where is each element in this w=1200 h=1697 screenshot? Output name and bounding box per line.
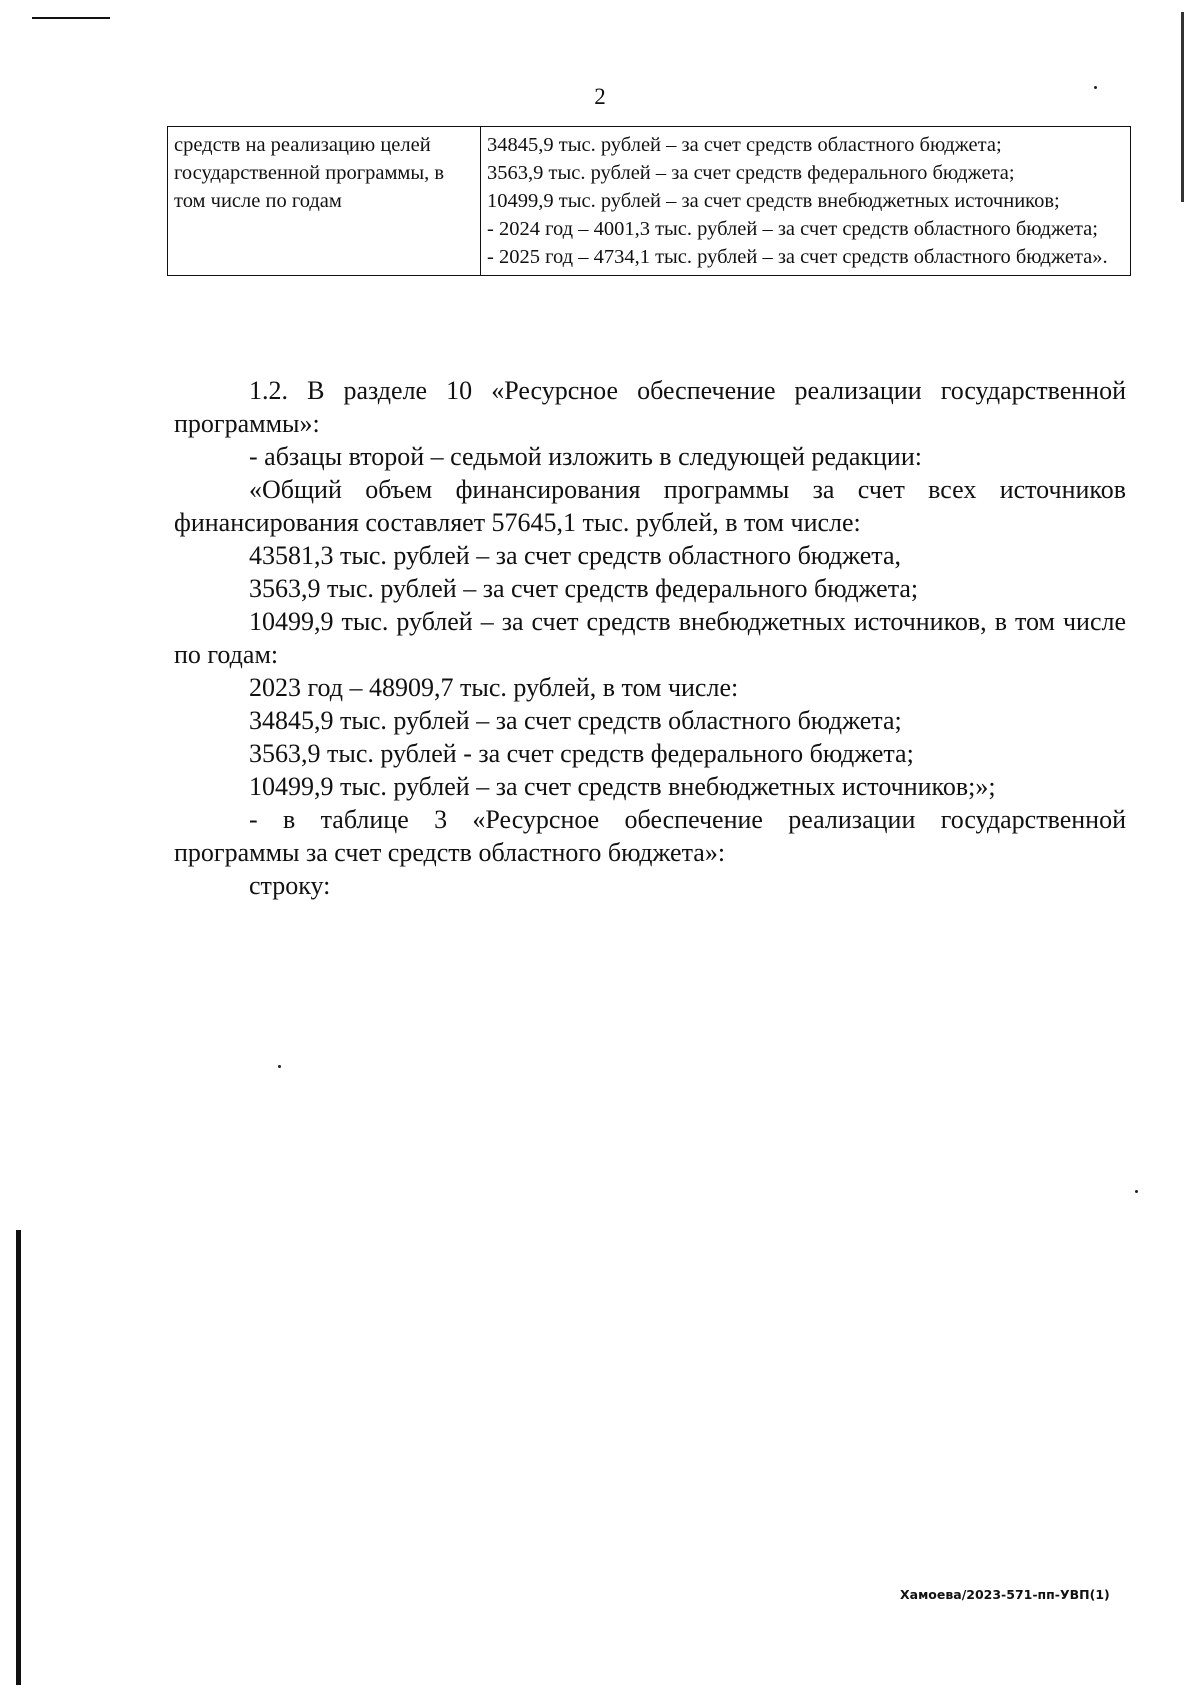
passport-table (167, 126, 1131, 276)
scan-edge-left (16, 1230, 21, 1685)
paragraph: строку: (249, 871, 331, 900)
paragraph: «Общий объем финансирования программы за счет всех источников финансирования составляет 57645,1 тыс. рублей, в том числе: (174, 475, 1126, 537)
table-value-line: 3563,9 тыс. рублей – за счет средств федерального бюджета; (487, 162, 1015, 184)
table-value-line: - 2025 год – 4734,1 тыс. рублей – за счет средств областного бюджета». (487, 246, 1108, 268)
paragraph: 10499,9 тыс. рублей – за счет средств внебюджетных источников, в том числе по годам: (174, 607, 1126, 669)
paragraph: - абзацы второй – седьмой изложить в следующей редакции: (249, 442, 922, 471)
table-value-line: - 2024 год – 4001,3 тыс. рублей – за счет средств областного бюджета; (487, 218, 1098, 240)
paragraph: 2023 год – 48909,7 тыс. рублей, в том числе: (249, 673, 739, 702)
table-row (168, 127, 1131, 276)
scan-speck (278, 1065, 281, 1068)
page-number: 2 (594, 84, 606, 109)
paragraph: 1.2. В разделе 10 «Ресурсное обеспечение реализации государственной программы»: (174, 376, 1126, 438)
table-value-line: 34845,9 тыс. рублей – за счет средств областного бюджета; (487, 134, 1002, 156)
scan-mark-top (32, 17, 110, 19)
table-value-line: 10499,9 тыс. рублей – за счет средств внебюджетных источников; (487, 190, 1060, 212)
table-label-cell: средств на реализацию целей государственной программы, в том числе по годам (168, 127, 481, 276)
document-body (174, 374, 1126, 902)
table-value-cell (481, 127, 1131, 276)
paragraph: - в таблице 3 «Ресурсное обеспечение реализации государственной программы за счет средств областного бюджета»: (174, 805, 1126, 867)
paragraph: 34845,9 тыс. рублей – за счет средств областного бюджета; (249, 706, 902, 735)
footer-reference: Хамоева/2023-571-пп-УВП(1) (900, 1587, 1110, 1602)
scan-speck (1135, 1190, 1138, 1193)
paragraph: 43581,3 тыс. рублей – за счет средств областного бюджета, (249, 541, 902, 570)
paragraph: 3563,9 тыс. рублей - за счет средств федерального бюджета; (249, 739, 914, 768)
paragraph: 10499,9 тыс. рублей – за счет средств внебюджетных источников;»; (249, 772, 996, 801)
paragraph: 3563,9 тыс. рублей – за счет средств федерального бюджета; (249, 574, 919, 603)
